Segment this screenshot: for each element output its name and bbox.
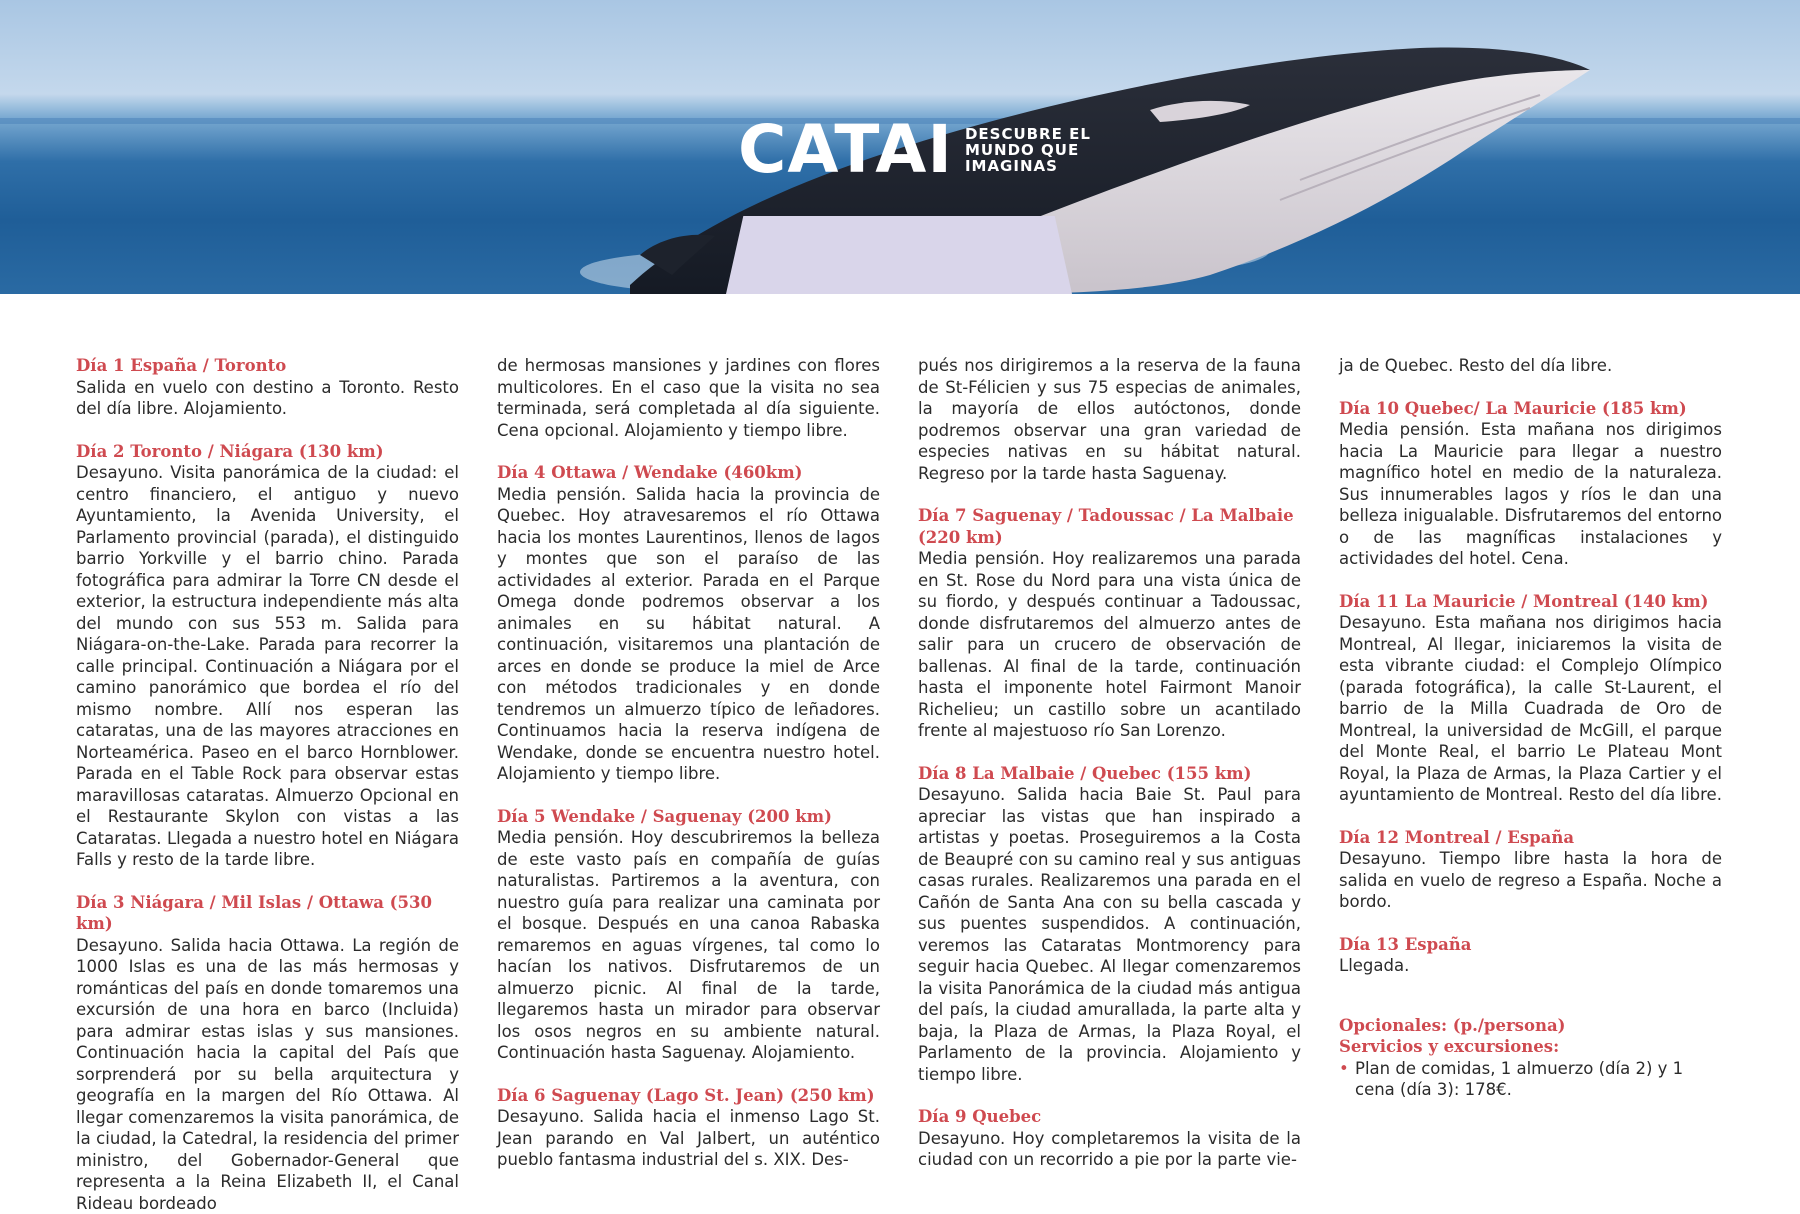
day-block bbox=[76, 355, 459, 420]
optionals-item: • Plan de comidas, 1 almuerzo (día 2) y 1 cena (día 3): 178€. bbox=[1339, 1058, 1722, 1101]
logo-wordmark: CATAI bbox=[738, 118, 953, 182]
day-text: Desayuno. Salida hacia el inmenso Lago St. Jean parando en Val Jalbert, un auténtico pueblo fantasma industrial del s. XIX. Des- bbox=[497, 1106, 880, 1171]
day-title: Día 11 La Mauricie / Montreal (140 km) bbox=[1339, 591, 1722, 613]
day-text: ja de Quebec. Resto del día libre. bbox=[1339, 355, 1722, 377]
column-4 bbox=[1339, 355, 1722, 1155]
itinerary-columns bbox=[76, 355, 1728, 1155]
column-1 bbox=[76, 355, 459, 1155]
day-text: Desayuno. Esta mañana nos dirigimos hacia Montreal, Al llegar, iniciaremos la visita de esta vibrante ciudad: el Complejo Olímpico (parada fotográfica), la calle St-Laurent, el barrio de la Milla Cuadrada de Oro de Montreal, la universidad de McGill, el parque del Monte Real, el barrio Le Plateau Mont Royal, la Plaza de Armas, la Plaza Cartier y el ayuntamiento de Montreal. Resto del día libre. bbox=[1339, 612, 1722, 806]
day-block bbox=[1339, 827, 1722, 913]
day-text: Desayuno. Salida hacia Ottawa. La región de 1000 Islas es una de las más hermosas y románticas del país en donde tomaremos una excursión de una hora en barco (Incluida) para admirar estas islas y sus mansiones. Continuación hacia la capital del País que sorprenderá por su bella arquitectura y geografía en la margen del Río Ottawa. Al llegar comenzaremos la visita panorámica, de la ciudad, la Catedral, la residencia del primer ministro, del Gobernador-General que representa a la Reina Elizabeth II, el Canal Rideau bordeado bbox=[76, 935, 459, 1214]
day-title: Día 6 Saguenay (Lago St. Jean) (250 km) bbox=[497, 1085, 880, 1107]
day-block bbox=[1339, 591, 1722, 806]
day-title: Día 3 Niágara / Mil Islas / Ottawa (530 km) bbox=[76, 892, 459, 935]
logo-tagline bbox=[965, 126, 1091, 174]
day-title: Día 4 Ottawa / Wendake (460km) bbox=[497, 462, 880, 484]
day-block bbox=[1339, 398, 1722, 570]
day-text: Desayuno. Salida hacia Baie St. Paul para apreciar las vistas que han inspirado a artistas y poetas. Proseguiremos a la Costa de Beaupré con su camino real y sus antiguas casas rurales. Realizaremos una parada en el Cañón de Santa Ana con su bella cascada y sus puentes suspendidos. A continuación, veremos las Cataratas Montmorency para seguir hacia Quebec. Al llegar comenzaremos la visita Panorámica de la ciudad más antigua del país, la ciudad amurallada, la parte alta y baja, la Plaza de Armas, la Plaza Royal, el Parlamento de la provincia. Alojamiento y tiempo libre. bbox=[918, 784, 1301, 1085]
day-title: Día 5 Wendake / Saguenay (200 km) bbox=[497, 806, 880, 828]
header-banner bbox=[0, 0, 1800, 294]
day-title: Día 13 España bbox=[1339, 934, 1722, 956]
day-text: Desayuno. Hoy completaremos la visita de la ciudad con un recorrido a pie por la parte vie- bbox=[918, 1128, 1301, 1171]
day-text: Salida en vuelo con destino a Toronto. Resto del día libre. Alojamiento. bbox=[76, 377, 459, 420]
day-text: Media pensión. Hoy descubriremos la belleza de este vasto país en compañía de guías naturalistas. Partiremos a la aventura, con nuestro guía para realizar una caminata por el bosque. Después en una canoa Rabaska remaremos en aguas vírgenes, tal como lo hacían los nativos. Disfrutaremos de un almuerzo picnic. Al final de la tarde, llegaremos hasta un mirador para observar los osos negros en su ambiente natural. Continuación hasta Saguenay. Alojamiento. bbox=[497, 827, 880, 1064]
day-block bbox=[918, 505, 1301, 742]
column-3 bbox=[918, 355, 1301, 1155]
optionals-list bbox=[1339, 1058, 1722, 1101]
tagline-line: MUNDO QUE bbox=[965, 142, 1091, 158]
day-block bbox=[497, 806, 880, 1064]
optionals-title: Opcionales: (p./persona) bbox=[1339, 1015, 1722, 1037]
day-text: pués nos dirigiremos a la reserva de la fauna de St-Félicien y sus 75 especias de animales, la mayoría de ellos autóctonos, donde podremos observar una gran variedad de especies nativas en su hábitat natural. Regreso por la tarde hasta Saguenay. bbox=[918, 355, 1301, 484]
day-text: Media pensión. Salida hacia la provincia de Quebec. Hoy atravesaremos el río Ottawa hacia los montes Laurentinos, llenos de lagos y montes que son el paraíso de las actividades al exterior. Parada en el Parque Omega donde podremos observar a los animales en su hábitat natural. A continuación, visitaremos una plantación de arces en donde se produce la miel de Arce con métodos tradicionales y en donde tendremos un almuerzo típico de leñadores. Continuamos hacia la reserva indígena de Wendake, donde se encuentra nuestro hotel. Alojamiento y tiempo libre. bbox=[497, 484, 880, 785]
day-title: Día 1 España / Toronto bbox=[76, 355, 459, 377]
day-title: Día 10 Quebec/ La Mauricie (185 km) bbox=[1339, 398, 1722, 420]
day-block-continued bbox=[1339, 355, 1722, 377]
header-tab bbox=[726, 216, 1072, 294]
day-title: Día 2 Toronto / Niágara (130 km) bbox=[76, 441, 459, 463]
day-block-continued bbox=[497, 355, 880, 441]
day-block bbox=[918, 1106, 1301, 1171]
day-block bbox=[497, 1085, 880, 1171]
day-title: Día 12 Montreal / España bbox=[1339, 827, 1722, 849]
tagline-line: DESCUBRE EL bbox=[965, 126, 1091, 142]
optionals-subtitle: Servicios y excursiones: bbox=[1339, 1036, 1722, 1058]
column-2 bbox=[497, 355, 880, 1155]
optionals-section bbox=[1339, 1015, 1722, 1101]
day-title: Día 8 La Malbaie / Quebec (155 km) bbox=[918, 763, 1301, 785]
day-block bbox=[76, 892, 459, 1214]
day-text: Media pensión. Esta mañana nos dirigimos hacia La Mauricie para llegar a nuestro magnífico hotel en medio de la naturaleza. Sus innumerables lagos y ríos le dan una belleza inigualable. Disfrutaremos del entorno o de las magníficas instalaciones y actividades del hotel. Cena. bbox=[1339, 419, 1722, 570]
day-title: Día 7 Saguenay / Tadoussac / La Malbaie (220 km) bbox=[918, 505, 1301, 548]
catai-logo bbox=[738, 118, 1091, 182]
day-text: de hermosas mansiones y jardines con flores multicolores. En el caso que la visita no sea terminada, será completada al día siguiente. Cena opcional. Alojamiento y tiempo libre. bbox=[497, 355, 880, 441]
day-block bbox=[918, 763, 1301, 1086]
day-block bbox=[76, 441, 459, 871]
day-text: Desayuno. Visita panorámica de la ciudad: el centro financiero, el antiguo y nuevo Ayuntamiento, la Avenida University, el Parlamento provincial (parada), el distinguido barrio Yorkville y el barrio chino. Parada fotográfica para admirar la Torre CN desde el exterior, la estructura independiente más alta del mundo con sus 553 m. Salida para Niágara-on-the-Lake. Parada para recorrer la calle principal. Continuación a Niágara por el camino panorámico que bordea el río del mismo nombre. Allí nos esperan las cataratas, una de las mayores atracciones en Norteamérica. Paseo en el barco Hornblower. Parada en el Table Rock para observar estas maravillosas cataratas. Almuerzo Opcional en el Restaurante Skylon con vistas a las Cataratas. Llegada a nuestro hotel en Niágara Falls y resto de la tarde libre. bbox=[76, 462, 459, 871]
day-title: Día 9 Quebec bbox=[918, 1106, 1301, 1128]
day-text: Media pensión. Hoy realizaremos una parada en St. Rose du Nord para una vista única de su fiordo, y después continuar a Tadoussac, donde disfrutaremos del almuerzo antes de salir para un crucero de observación de ballenas. Al final de la tarde, continuación hasta el imponente hotel Fairmont Manoir Richelieu; un castillo sobre un acantilado frente al majestuoso río San Lorenzo. bbox=[918, 548, 1301, 742]
day-block bbox=[497, 462, 880, 785]
tagline-line: IMAGINAS bbox=[965, 158, 1091, 174]
day-block bbox=[1339, 934, 1722, 977]
day-block-continued bbox=[918, 355, 1301, 484]
day-text: Llegada. bbox=[1339, 955, 1722, 977]
day-text: Desayuno. Tiempo libre hasta la hora de salida en vuelo de regreso a España. Noche a bordo. bbox=[1339, 848, 1722, 913]
